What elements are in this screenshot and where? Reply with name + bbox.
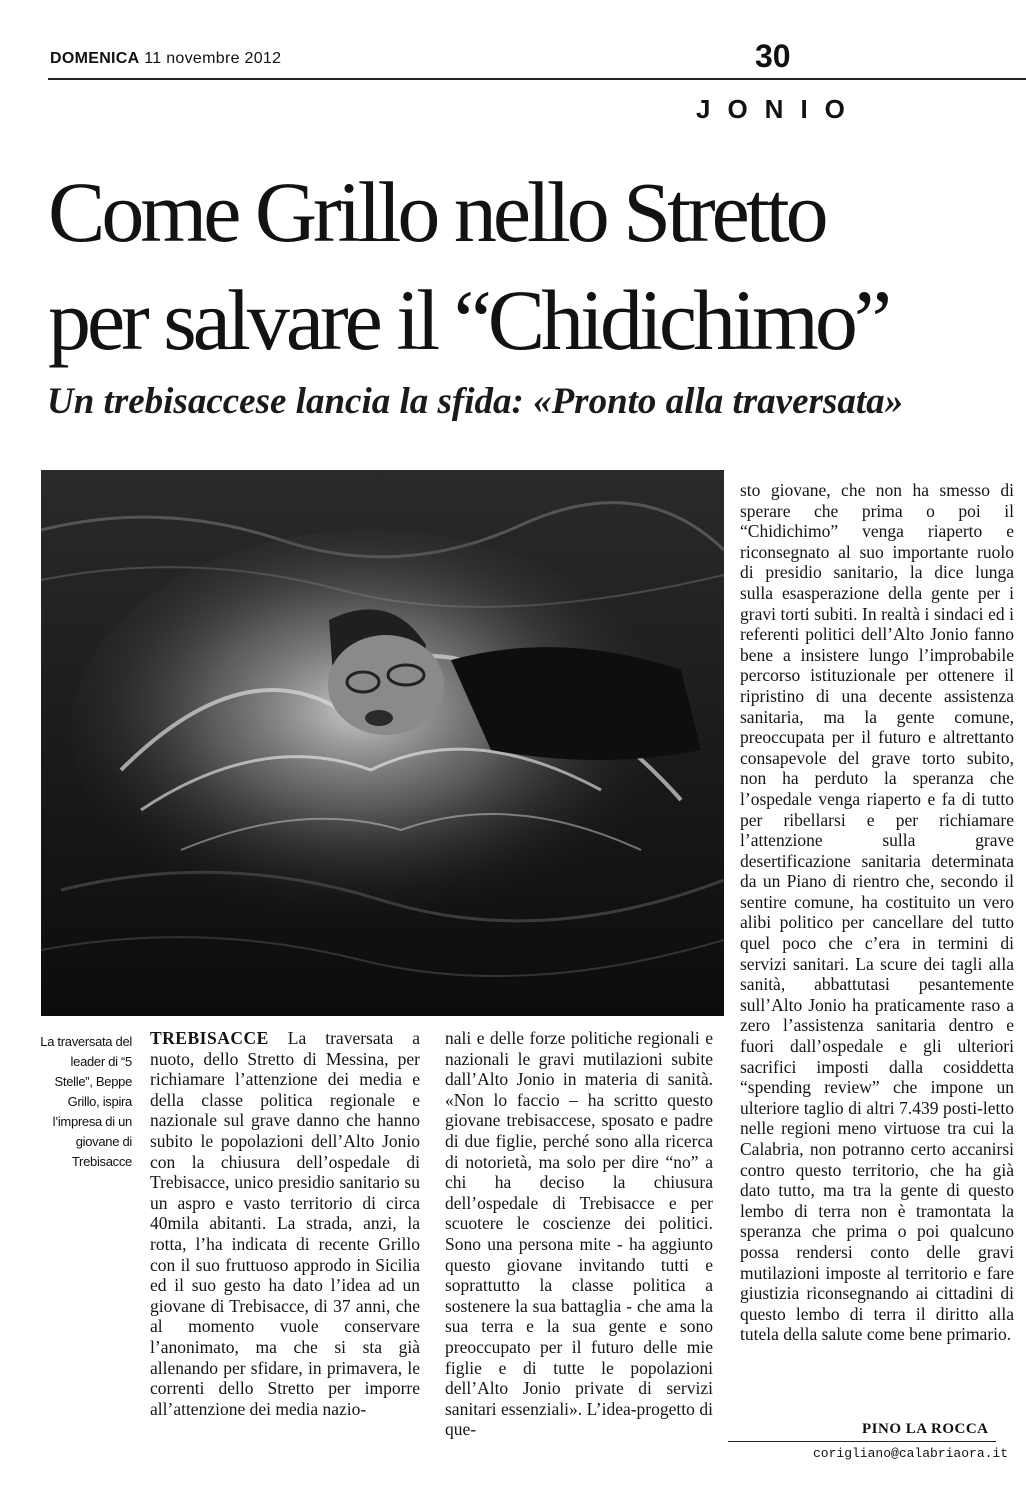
swimmer-photo <box>41 470 724 1016</box>
article-column-1 <box>150 1028 420 1419</box>
headline-line-1: Come Grillo nello Stretto <box>48 164 825 260</box>
author-byline: PINO LA ROCCA <box>862 1421 989 1437</box>
author-email: corigliano@calabriaora.it <box>813 1446 1009 1461</box>
issue-dateline <box>50 50 281 68</box>
header-rule <box>48 78 1026 80</box>
issue-day: DOMENICA <box>50 50 140 67</box>
headline <box>48 158 1008 374</box>
page-number: 30 <box>755 38 791 74</box>
headline-line-2: per salvare il “Chidichimo” <box>48 272 889 368</box>
swimmer-photo-illustration <box>41 470 724 1016</box>
article-column-1-text: La traversata a nuoto, dello Stretto di Messina, per richiamare l’attenzione dei media e della classe politica regionale e nazionale sul grave danno che hanno subito le popolazioni dell’Alto Jonio con la chiusura dell’ospedale di Trebisacce, unico presidio sanitario su un aspro e vasto territorio di circa 40mila abitanti. La strada, anzi, la rotta, l’ha indicata di recente Grillo con il suo fruttuoso approdo in Sicilia ed il suo gesto ha dato l’idea ad un giovane di Trebisacce, di 37 anni, che al momento vuole conservare l’anonimato, ma che si sta già allenando per sfidare, in primavera, le correnti dello Stretto per imporre all’attenzione dei media nazio- <box>150 1028 421 1419</box>
article-column-2: nali e delle forze politiche regionali e nazionali le gravi mutilazioni subite dall’Alto Jonio in materia di sanità. «Non lo faccio – ha scritto questo giovane trebisaccese, sposato e padre di due figlie, perché sono alla ricerca di notorietà, ma solo per dire “no” a chi ha deciso la chiusura dell’ospedale di Trebisacce e per scuotere le coscienze dei politici. Sono una persona mite - ha aggiunto questo giovane invitando tutti e soprattutto la classe politica a sostenere la sua battaglia - che ama la sua terra e la sua gente e sono preoccupato per il futuro delle mie figlie e di tutte le popolazioni dell’Alto Jonio private di servizi sanitari essenziali». L’idea-progetto di que- <box>445 1028 713 1440</box>
photo-caption: La traversata del leader di “5 Stelle”, Beppe Grillo, ispira l’impresa di un giovane di Trebisacce <box>40 1034 132 1169</box>
issue-date: 11 novembre 2012 <box>144 50 282 67</box>
article-column-3: sto giovane, che non ha smesso di sperare che prima o poi il “Chidichimo” venga riaperto e riconsegnato al suo importante ruolo di presidio sanitario, la dice lunga sulla esasperazione della gente per i gravi torti subiti. In realtà i sindaci ed i referenti politici dell’Alto Jonio fanno bene a insistere lungo l’improbabile percorso istituzionale per ottenere il ripristino di una decente assistenza sanitaria, ma la gente comune, preoccupata per il futuro e altrettanto consapevole del grave torto subito, non ha perduto la speranza che l’ospedale venga riaperto e fa di tutto per ribellarsi e per richiamare l’attenzione sulla grave desertificazione sanitaria determinata da un Piano di rientro che, secondo il sentire comune, ha costituito un vero alibi politico per cancellare del tutto quel poco che c’era in termini di servizi sanitari. La scure dei tagli alla sanità, abbattutasi pesantemente sull’Alto Jonio ha praticamente raso a zero l’assistenza sanitaria dentro e fuori dall’ospedale e gli ulteriori sacrifici imposti dalla cosiddetta “spending review” che impone un ulteriore taglio di altri 7.439 posti-letto nelle regioni meno virtuose tra cui la Calabria, non potranno certo accanirsi contro questo territorio, che ha già dato tutto, ma tra la gente di questo lembo di terra non è tramontata la speranza che prima o poi qualcuno possa rendersi conto delle gravi mutilazioni imposte al territorio e fare giustizia riconsegnando ai cittadini di questo lembo di terra il diritto alla tutela della salute come bene primario. <box>740 480 1014 1345</box>
article-dateline: TREBISACCE <box>150 1028 269 1048</box>
byline-rule <box>728 1441 996 1442</box>
subheadline: Un trebisaccese lancia la sfida: «Pronto alla traversata» <box>47 381 904 422</box>
section-title: JONIO <box>696 94 862 124</box>
